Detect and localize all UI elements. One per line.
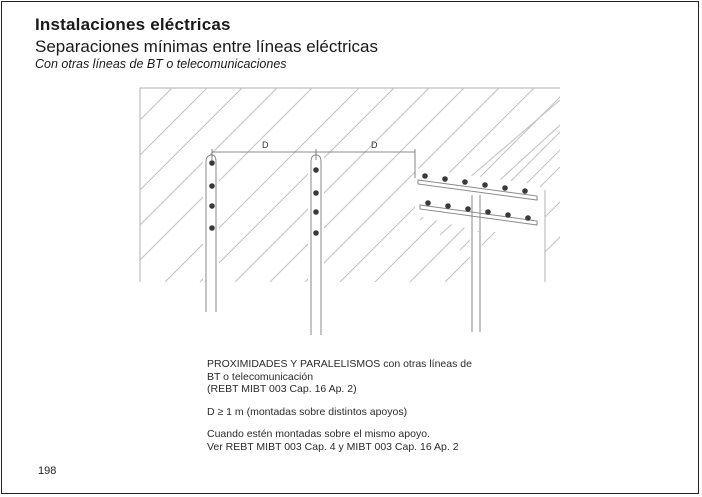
dimension-label-d2: D <box>371 140 378 150</box>
figure-caption <box>207 358 472 453</box>
section-heading: Con otras líneas de BT o telecomunicaciones <box>35 57 287 71</box>
caption-line-1: PROXIMIDADES Y PARALELISMOS con otras líneas de <box>207 358 472 370</box>
caption-line-3: (REBT MIBT 003 Cap. 16 Ap. 2) <box>207 383 357 395</box>
caption-line-5: Cuando estén montadas sobre el mismo apoyo. <box>207 428 430 440</box>
page-number: 198 <box>38 465 57 477</box>
caption-line-6: Ver REBT MIBT 003 Cap. 4 y MIBT 003 Cap. 16 Ap. 2 <box>207 440 459 453</box>
page-subtitle: Separaciones mínimas entre líneas eléctricas <box>35 37 378 56</box>
page-title: Instalaciones eléctricas <box>35 15 231 34</box>
caption-line-2: BT o telecomunicación <box>207 370 314 383</box>
dimension-label-d1: D <box>262 140 269 150</box>
caption-line-4: D ≥ 1 m (montadas sobre distintos apoyos) <box>207 405 408 418</box>
